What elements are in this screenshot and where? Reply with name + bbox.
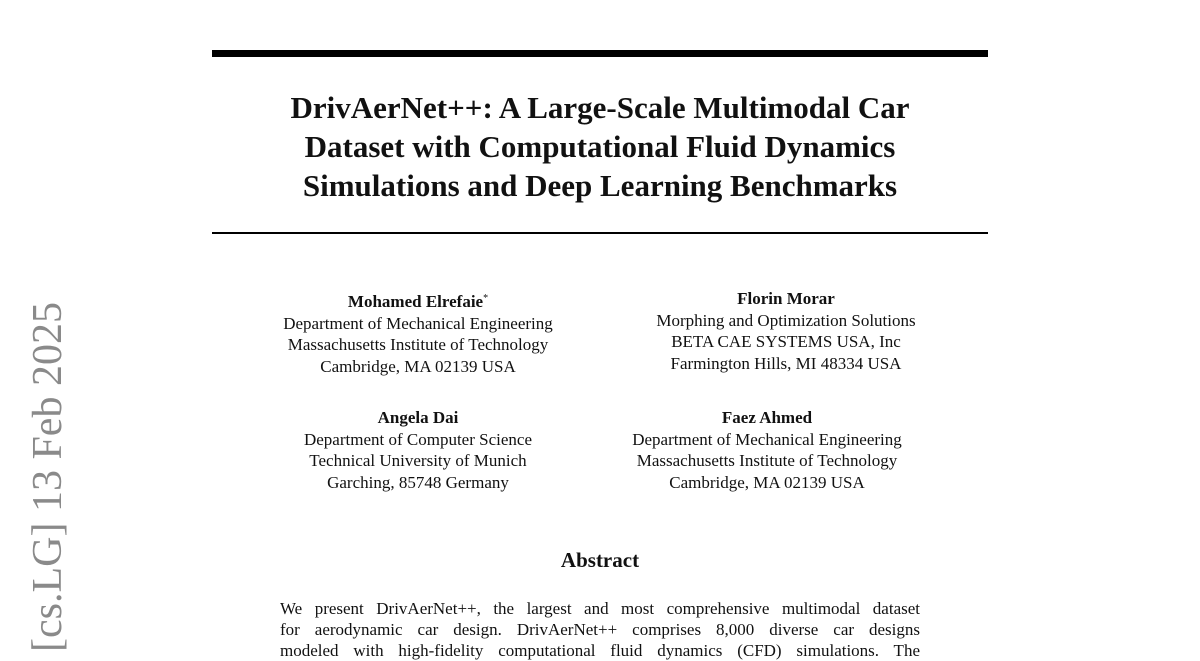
author-card (616, 288, 956, 374)
abstract-text (280, 598, 920, 661)
abstract-line: for aerodynamic car design. DrivAerNet++ comprises 8,000 diverse car designs (280, 620, 920, 639)
author-affiliation: Farmington Hills, MI 48334 USA (670, 353, 902, 373)
author-affiliation: Morphing and Optimization Solutions (656, 310, 916, 330)
author-affiliation: Department of Mechanical Engineering (283, 313, 553, 333)
author-card (248, 288, 588, 377)
title-line: Simulations and Deep Learning Benchmarks (302, 168, 898, 203)
author-affiliation: Department of Computer Science (303, 429, 532, 449)
top-rule (212, 50, 988, 57)
paper-title (212, 88, 988, 205)
title-rule (212, 232, 988, 234)
author-affiliation: Technical University of Munich (309, 451, 527, 470)
author-name: Angela Dai (377, 408, 459, 427)
abstract-line: We present DrivAerNet++, the largest and most comprehensive multimodal dataset (280, 599, 920, 618)
author-name: Faez Ahmed (721, 408, 813, 427)
author-name: Florin Morar (737, 289, 835, 308)
author-name: Mohamed Elrefaie* (347, 292, 489, 311)
author-footnote-mark: * (483, 293, 489, 304)
author-affiliation: Massachusetts Institute of Technology (636, 451, 898, 470)
author-affiliation: Massachusetts Institute of Technology (287, 335, 549, 354)
title-line: Dataset with Computational Fluid Dynamics (304, 129, 896, 164)
abstract-heading: Abstract (560, 548, 640, 572)
title-line: DrivAerNet++: A Large-Scale Multimodal Car (290, 90, 910, 125)
author-card (248, 407, 588, 493)
author-affiliation: Cambridge, MA 02139 USA (320, 356, 516, 376)
author-affiliation: BETA CAE SYSTEMS USA, Inc (671, 332, 901, 351)
arxiv-stamp: [cs.LG] 13 Feb 2025 (25, 302, 71, 652)
author-affiliation: Department of Mechanical Engineering (632, 429, 902, 449)
author-affiliation: Cambridge, MA 02139 USA (669, 472, 865, 492)
author-affiliation: Garching, 85748 Germany (327, 472, 509, 492)
abstract-line: modeled with high-fidelity computational fluid dynamics (CFD) simulations. The (280, 641, 920, 660)
author-card (597, 407, 937, 493)
